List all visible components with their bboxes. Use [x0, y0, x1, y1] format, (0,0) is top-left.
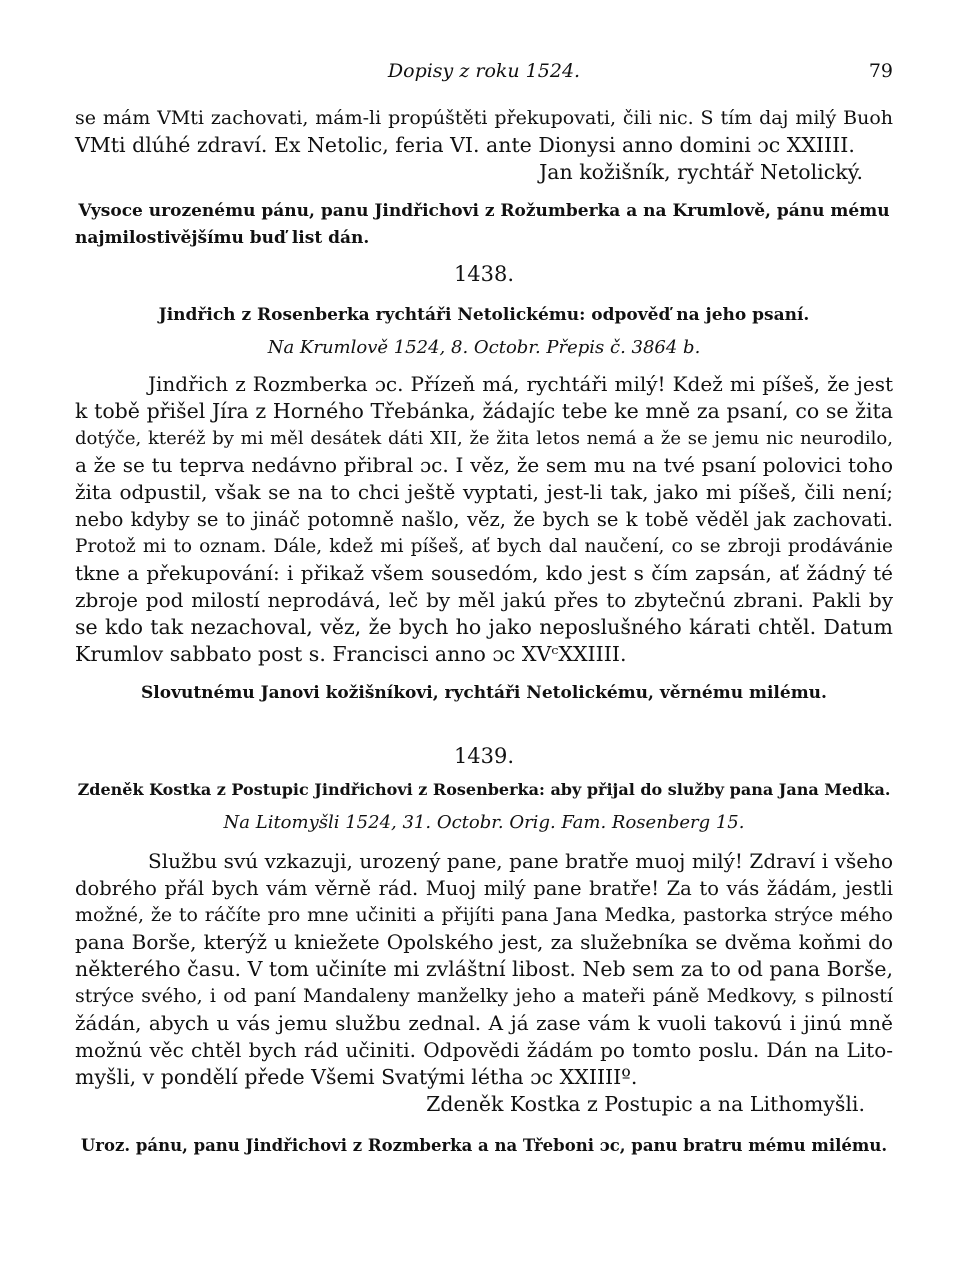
body-line: žádán, abych u vás jemu službu zednal. A já zase vám k vuoli takovú i jinú mně — [75, 1011, 893, 1035]
body-line: a že se tu teprva nedávno přibral ɔc. I věz, že sem mu na tvé psaní polovici toho — [75, 453, 893, 477]
signature: Jan kožišník, rychtář Netolický. — [539, 160, 863, 184]
document-number: 1438. — [453, 262, 515, 286]
previous-letter-end — [75, 105, 893, 186]
document-body — [75, 371, 893, 668]
body-line: možné, že to ráčíte pro mne učiniti a přijíti pana Jana Medka, pastorka strýce mého — [75, 904, 893, 926]
body-line: Službu svú vzkazuji, urozený pane, pane bratře muoj milý! Zdraví i všeho — [148, 849, 893, 873]
address-line: Vysoce urozenému pánu, panu Jindřichovi z Rožumberka a na Krumlově, pánu mému — [78, 201, 890, 221]
body-line: zbroje pod milostí neprodává, leč by měl jakú přes to zbytečnú zbrani. Pakli by — [75, 588, 893, 612]
body-line: Jindřich z Rozmberka ɔc. Přízeň má, rychtáři milý! Kdež mi píšeš, že jest — [148, 372, 893, 396]
document-source: Na Krumlově 1524, 8. Octobr. Přepis č. 3864 b. — [267, 337, 701, 358]
body-line: Krumlov sabbato post s. Francisci anno ɔc XVᶜXXIIII. — [75, 642, 627, 666]
document-body — [75, 848, 893, 1118]
document-regest: Zdeněk Kostka z Postupic Jindřichovi z Rosenberka: aby přijal do služby pana Jana Medka. — [77, 780, 891, 799]
address-line: najmilostivějšímu buď list dán. — [75, 228, 370, 248]
document-number: 1439. — [453, 744, 515, 768]
body-line: některého času. V tom učiníte mi zvláštní libost. Neb sem za to od pana Borše, — [75, 957, 893, 981]
body-line: nebo kdyby se to jináč potomně našlo, věz, že bych se k tobě věděl jak zachovati. — [75, 508, 893, 531]
body-line: žita odpustil, však se na to chci ještě vyptati, jest-li tak, jako mi píšeš, čili není; — [75, 480, 893, 504]
body-line: dobrého přál bych vám věrně rád. Muoj milý pane bratře! Za to vás žádám, jestli — [75, 877, 893, 900]
body-line: myšli, v pondělí přede Všemi Svatými létha ɔc XXIIIIº. — [75, 1065, 638, 1089]
running-title: Dopisy z roku 1524. — [387, 60, 581, 82]
body-line: VMti dlúhé zdraví. Ex Netolic, feria VI. ante Dionysi anno domini ɔc XXIIII. — [75, 133, 855, 157]
address: Uroz. pánu, panu Jindřichovi z Rozmberka a na Třeboni ɔc, panu bratru mému milému. — [80, 1136, 888, 1155]
body-line: k tobě přišel Jíra z Horného Třebánka, žádajíc tebe ke mně za psaní, co se žita — [75, 399, 893, 423]
address: Slovutnému Janovi kožišníkovi, rychtáři Netolickému, věrnému milému. — [141, 683, 827, 703]
address — [75, 198, 893, 252]
signature: Zdeněk Kostka z Postupic a na Lithomyšli. — [426, 1092, 865, 1116]
body-line: Protož mi to oznam. Dále, kdež mi píšeš, ať bych dal naučení, co se zbroji prodávánie — [75, 536, 893, 557]
page-number: 79 — [868, 60, 893, 82]
body-line: strýce svého, i od paní Mandaleny manželky jeho a mateři páně Medkovy, s pilností — [75, 985, 893, 1007]
document-regest: Jindřich z Rosenberka rychtáři Netolickému: odpověď na jeho psaní. — [158, 305, 810, 325]
document-source: Na Litomyšli 1524, 31. Octobr. Orig. Fam. Rosenberg 15. — [223, 812, 745, 833]
body-line: dotýče, kteréž by mi měl desátek dáti XII, že žita letos nemá a že se jemu nic neurodilo, — [75, 428, 893, 449]
body-line: se kdo tak nezachoval, věz, že bych ho jako neposlušného kárati chtěl. Datum — [75, 615, 893, 639]
body-line: tkne a překupování: i přikaž všem sousedóm, kdo jest s čím zapsán, ať žádný té — [75, 561, 893, 585]
body-line: se mám VMti zachovati, mám-li propúštěti překupovati, čili nic. S tím daj milý Buoh — [75, 107, 893, 129]
body-line: pana Borše, kterýž u kniežete Opolského jest, za služebníka se dvěma koňmi do — [75, 930, 893, 954]
running-head — [75, 60, 893, 84]
book-page — [75, 0, 893, 1280]
body-line: možnú věc chtěl bych rád učiniti. Odpovědi žádám po tomto poslu. Dán na Lito- — [75, 1038, 893, 1062]
